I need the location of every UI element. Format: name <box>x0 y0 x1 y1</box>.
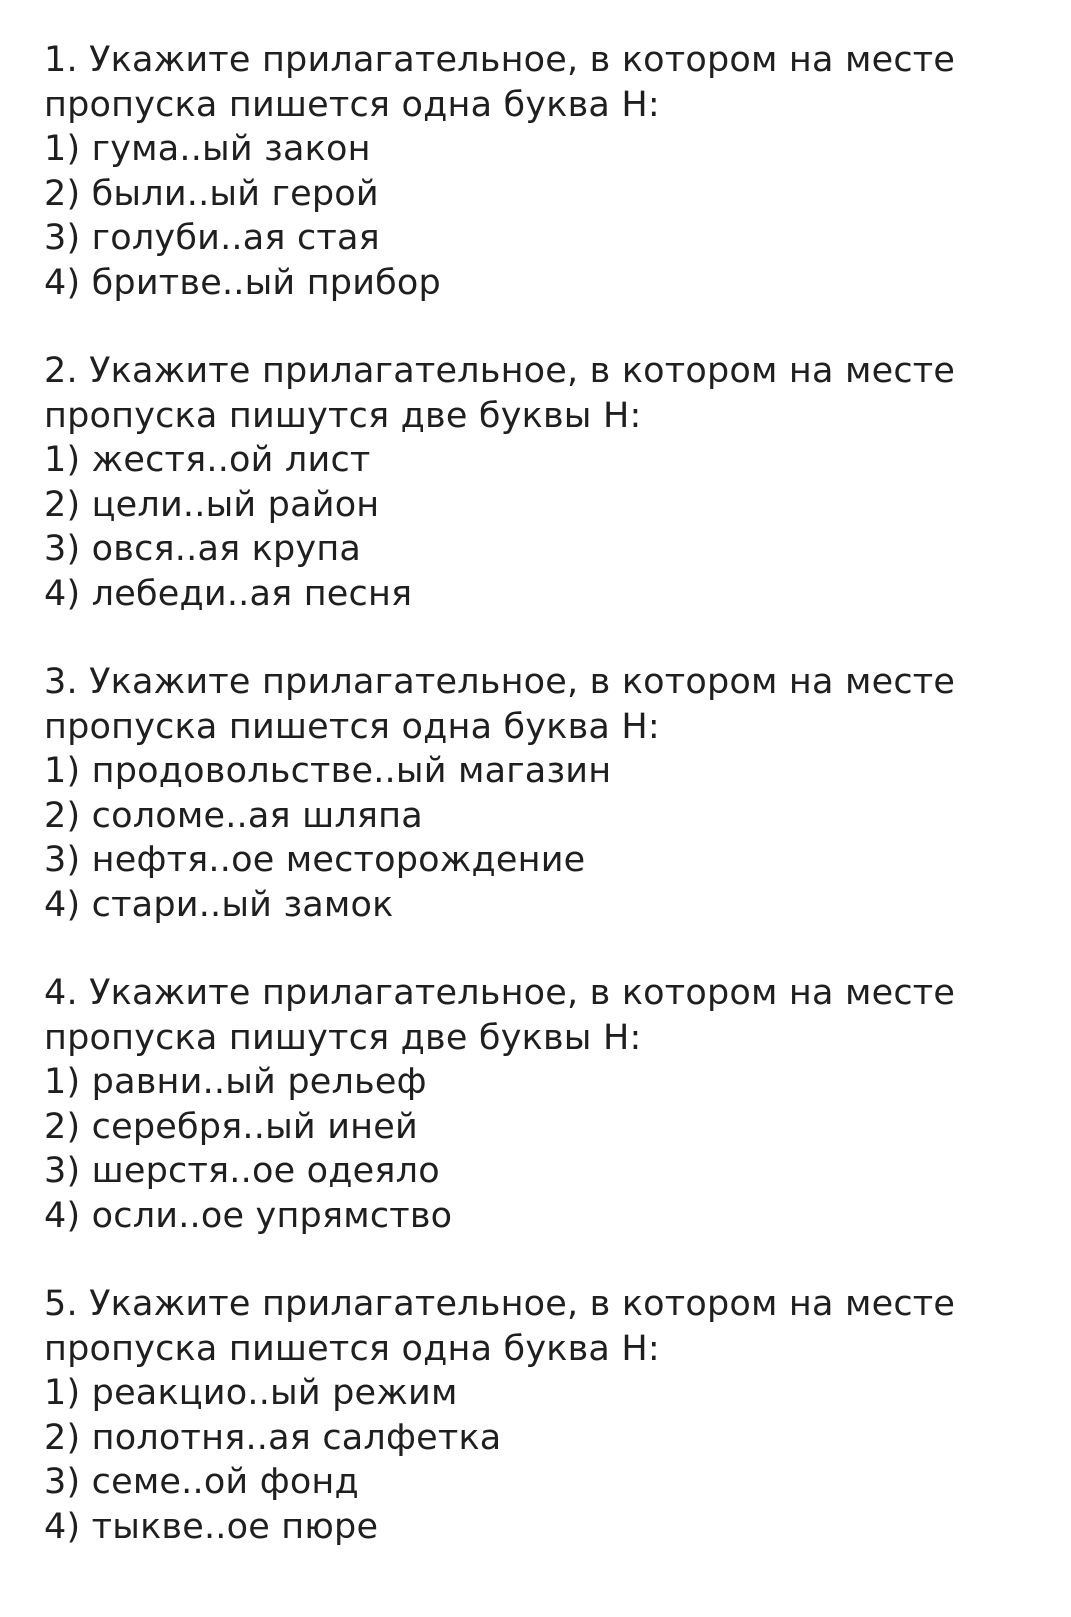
question-prompt-continued: пропуска пишется одна буква Н: <box>44 84 660 125</box>
answer-option-3: 3) семе..ой фонд <box>44 1462 359 1502</box>
answer-option-1: 1) реакцио..ый режим <box>44 1373 458 1413</box>
answer-option-3: 3) голуби..ая стая <box>44 218 380 258</box>
answer-option-2: 2) соломе..ая шляпа <box>44 795 423 836</box>
answer-option-2: 2) были..ый герой <box>44 173 379 214</box>
answer-option-1: 1) гума..ый закон <box>44 129 371 169</box>
answer-option-3: 3) овся..ая крупа <box>44 529 362 569</box>
answer-option-3: 3) шерстя..ое одеяло <box>44 1151 440 1191</box>
question-prompt: 4. Укажите прилагательное, в котором на месте <box>44 973 956 1013</box>
question-prompt: 1. Укажите прилагательное, в котором на месте <box>44 40 956 80</box>
answer-option-4: 4) лебеди..ая песня <box>44 573 413 614</box>
question-5 <box>44 1282 1044 1549</box>
answer-option-4: 4) стари..ый замок <box>44 884 394 925</box>
question-prompt-continued: пропуска пишутся две буквы Н: <box>44 395 642 436</box>
answer-options <box>44 749 1044 927</box>
answer-option-3: 3) нефтя..ое месторождение <box>44 840 586 880</box>
question-prompt: 2. Укажите прилагательное, в котором на месте <box>44 351 956 391</box>
answer-option-2: 2) цели..ый район <box>44 484 380 525</box>
question-2 <box>44 349 1044 616</box>
document-page <box>44 38 1044 1549</box>
answer-option-1: 1) жестя..ой лист <box>44 440 371 480</box>
question-prompt-continued: пропуска пишется одна буква Н: <box>44 1328 660 1369</box>
answer-option-2: 2) серебря..ый иней <box>44 1106 418 1147</box>
question-3 <box>44 660 1044 927</box>
question-1 <box>44 38 1044 305</box>
question-prompt-continued: пропуска пишутся две буквы Н: <box>44 1017 642 1058</box>
answer-option-4: 4) осли..ое упрямство <box>44 1195 453 1236</box>
answer-options <box>44 1060 1044 1238</box>
answer-option-4: 4) тыкве..ое пюре <box>44 1506 379 1547</box>
answer-options <box>44 127 1044 305</box>
question-prompt: 3. Укажите прилагательное, в котором на месте <box>44 662 956 702</box>
answer-option-4: 4) бритве..ый прибор <box>44 262 441 303</box>
answer-options <box>44 1371 1044 1549</box>
answer-option-2: 2) полотня..ая салфетка <box>44 1417 502 1458</box>
question-prompt-continued: пропуска пишется одна буква Н: <box>44 706 660 747</box>
question-4 <box>44 971 1044 1238</box>
answer-option-1: 1) равни..ый рельеф <box>44 1062 427 1102</box>
question-prompt: 5. Укажите прилагательное, в котором на месте <box>44 1284 956 1324</box>
answer-options <box>44 438 1044 616</box>
answer-option-1: 1) продовольстве..ый магазин <box>44 751 612 791</box>
